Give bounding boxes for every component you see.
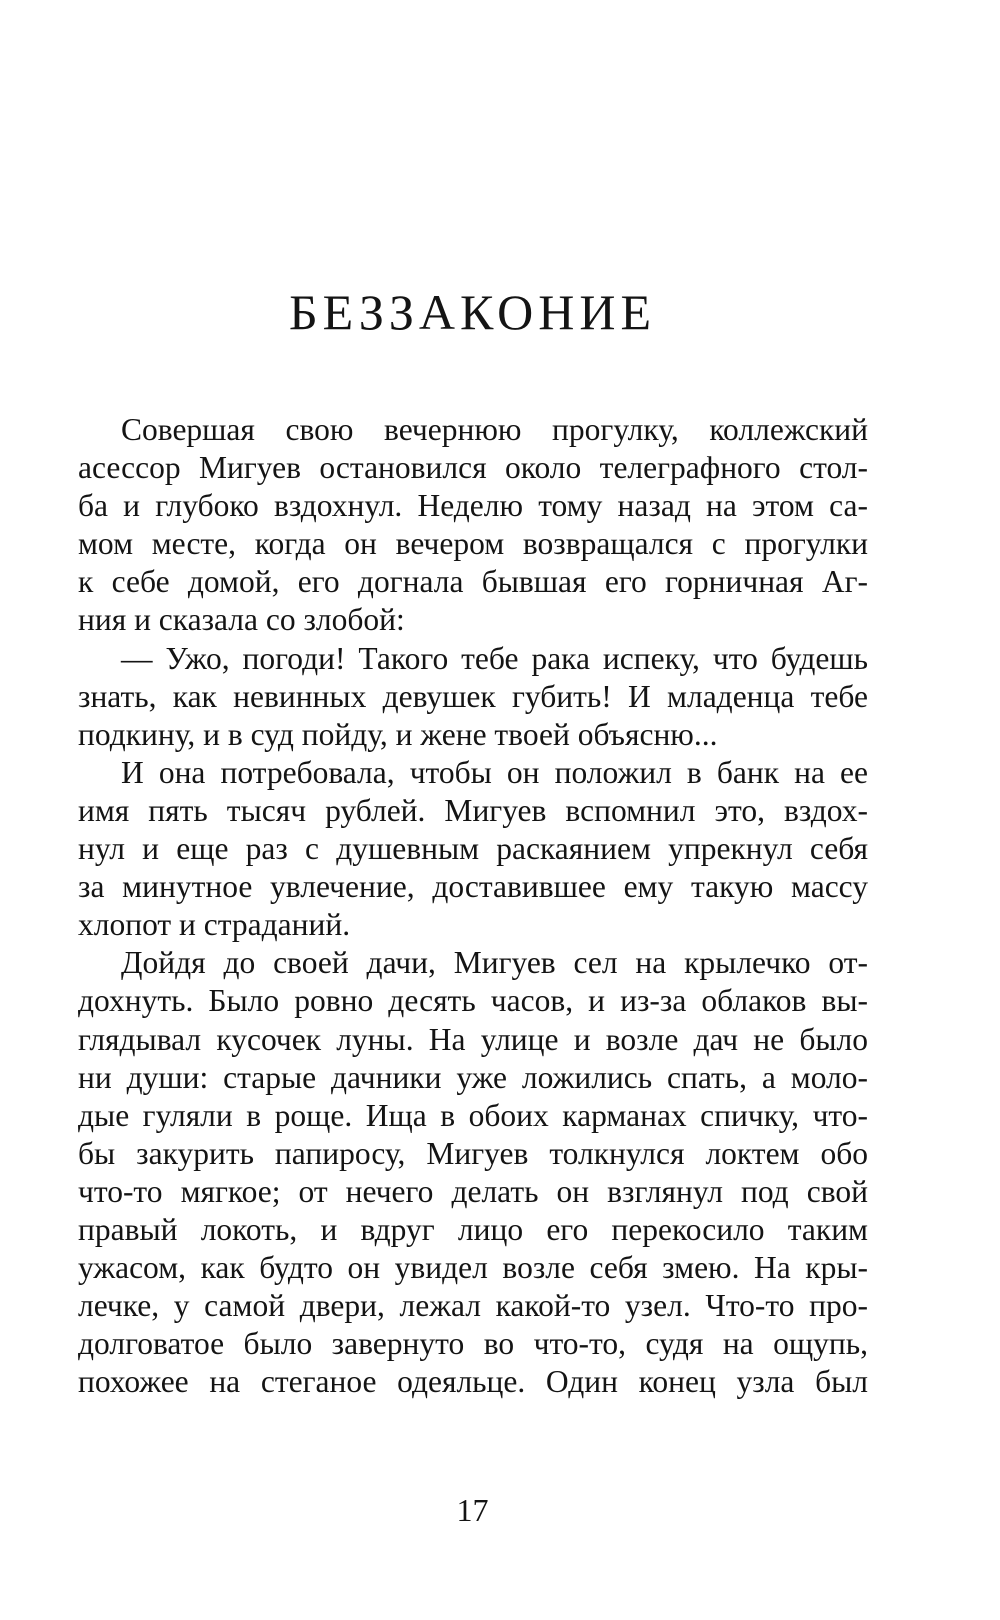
text-line: похожее на стеганое одеяльце. Один конец узла был bbox=[78, 1364, 868, 1400]
text-line: к себе домой, его догнала бывшая его горничная Аг- bbox=[78, 564, 868, 600]
body-text bbox=[78, 411, 868, 1401]
text-line: — Ужо, погоди! Такого тебе рака испеку, что будешь bbox=[121, 640, 868, 676]
text-line: лечке, у самой двери, лежал какой-то узел. Что-то про- bbox=[78, 1288, 868, 1324]
chapter-title: БЕЗЗАКОНИЕ bbox=[288, 284, 657, 340]
text-line: асессор Мигуев остановился около телеграфного стол- bbox=[78, 450, 868, 486]
text-line: дые гуляли в роще. Ища в обоих карманах спичку, что- bbox=[78, 1097, 868, 1133]
text-line: дохнуть. Было ровно десять часов, и из-за облаков вы- bbox=[78, 983, 868, 1019]
text-line: за минутное увлечение, доставившее ему такую массу bbox=[78, 869, 868, 905]
page-number: 17 bbox=[456, 1492, 489, 1528]
text-line: Совершая свою вечернюю прогулку, коллежский bbox=[121, 412, 868, 447]
text-line: ни души: старые дачники уже ложились спать, а моло- bbox=[78, 1059, 868, 1095]
text-line: что-то мягкое; от нечего делать он взглянул под свой bbox=[78, 1173, 868, 1209]
text-line: мом месте, когда он вечером возвращался с прогулки bbox=[78, 526, 868, 562]
text-line: правый локоть, и вдруг лицо его перекосило таким bbox=[78, 1211, 868, 1247]
text-line: подкину, и в суд пойду, и жене твоей объясню... bbox=[78, 716, 718, 752]
text-line: бы закурить папиросу, Мигуев толкнулся локтем обо bbox=[78, 1135, 868, 1171]
text-line: ба и глубоко вздохнул. Неделю тому назад на этом са- bbox=[78, 488, 868, 524]
text-line: Дойдя до своей дачи, Мигуев сел на крылечко от- bbox=[121, 945, 868, 981]
text-line: имя пять тысяч рублей. Мигуев вспомнил это, вздох- bbox=[78, 792, 868, 828]
text-line: И она потребовала, чтобы он положил в банк на ее bbox=[121, 754, 868, 790]
text-line: ния и сказала со злобой: bbox=[78, 602, 405, 638]
text-line: знать, как невинных девушек губить! И младенца тебе bbox=[78, 678, 868, 714]
text-line: долговатое было завернуто во что-то, судя на ощупь, bbox=[78, 1326, 868, 1362]
text-line: ужасом, как будто он увидел возле себя змею. На кры- bbox=[78, 1250, 868, 1286]
text-line: глядывал кусочек луны. На улице и возле дач не было bbox=[78, 1021, 868, 1057]
text-line: нул и еще раз с душевным раскаянием упрекнул себя bbox=[78, 831, 868, 867]
text-line: хлопот и страданий. bbox=[78, 907, 351, 943]
